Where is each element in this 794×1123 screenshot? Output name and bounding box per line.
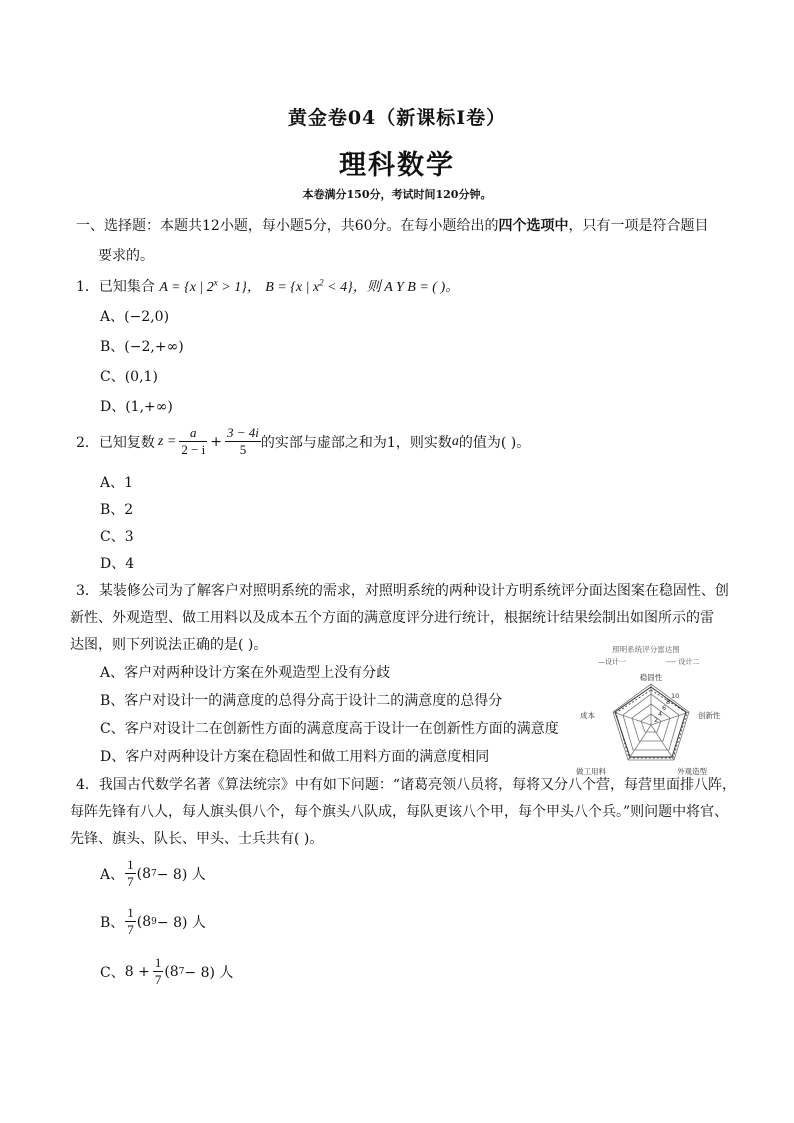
q4-stem-line2: 每阵先锋有八人，每人旗头俱八个，每个旗头八队成，每队更该八个甲，每个甲头八个兵。”则问题中将官、 [70, 804, 729, 820]
q2-plus: + [210, 433, 223, 450]
q4-option-c-label: C、 [100, 964, 125, 981]
q3-stem-line3: 达图，则下列说法正确的是( )。 [70, 637, 268, 653]
q3-option-d: D、客户对两种设计方案在稳固性和做工用料方面的满意度相同 [100, 749, 490, 765]
q1-option-b: B、(−2,+∞) [100, 339, 184, 355]
q2-z: z = [157, 433, 177, 449]
section-heading [76, 215, 709, 235]
q4-option-c [100, 955, 233, 988]
q2-stem-text: 2．已知复数 [76, 434, 155, 451]
subject-title: 理科数学 [339, 150, 455, 181]
q1-option-d: D、(1,+∞) [100, 399, 173, 415]
q1-set-a: A = {x | 2 [159, 280, 214, 295]
q4-option-a-end: − 8) 人 [156, 866, 206, 883]
q4-option-c-pre: 8 + [124, 963, 150, 980]
q1-set-b-end: < 4}，则 [323, 280, 381, 295]
radar-legend-2: ---- 设计二 [666, 658, 700, 666]
q4-option-a-label: A、 [100, 866, 125, 883]
q3-option-c: C、客户对设计二在创新性方面的满意度高于设计一在创新性方面的满意度 [100, 721, 559, 737]
q2-option-d: D、4 [100, 556, 135, 572]
q2-frac2-den: 5 [239, 442, 247, 457]
radar-tick-8: 8 [666, 698, 671, 706]
question-2-stem [76, 425, 530, 458]
exam-title: 黄金卷04（新课标Ⅰ卷） [287, 107, 507, 129]
q2-option-c: C、3 [100, 529, 134, 545]
q2-fraction-2 [225, 425, 261, 458]
q2-stem-text-3: 的值为( )。 [458, 434, 531, 451]
q4-stem-line3: 先锋、旗头、队长、甲头、士兵共有( )。 [70, 831, 324, 847]
radar-axis-stability: 稳固性 [639, 673, 663, 682]
section-heading-emphasis: 四个选项中 [498, 218, 569, 234]
radar-axis-material: 做工用料 [576, 767, 606, 776]
radar-axis-cost: 成本 [580, 711, 595, 720]
q1-set-b: B = {x | x [265, 280, 320, 295]
radar-axis-innovation: 创新性 [698, 711, 721, 720]
q4-option-c-exp: 7 [178, 966, 185, 977]
q4-option-a-exp: 7 [151, 868, 157, 879]
q3-option-b: B、客户对设计一的满意度的总得分高于设计二的满意度的总得分 [100, 693, 503, 709]
q4-option-c-expr: (8 [164, 963, 179, 980]
radar-figure [576, 642, 726, 782]
section-heading-text: 一、选择题：本题共12小题，每小题5分，共60分。在每小题给出的 [76, 218, 499, 234]
radar-axis-appearance: 外观造型 [677, 767, 707, 776]
q1-set-a-exp: x [213, 277, 218, 288]
q3-stem-line1: 3．某装修公司为了解客户对照明系统的需求，对照明系统的两种设计方明系统评分面达图案在稳固性、创 [76, 583, 729, 599]
radar-tick-6: 6 [662, 704, 667, 712]
q4-frac-den: 7 [127, 922, 134, 937]
q2-option-a: A、1 [100, 475, 134, 491]
q2-frac1-den: 2 − i [181, 442, 206, 457]
radar-tick-10: 10 [671, 692, 680, 700]
q4-frac-den: 7 [127, 874, 134, 889]
radar-chart [576, 642, 726, 782]
q1-option-c: C、(0,1) [100, 369, 158, 385]
radar-title: 照明系统评分雷达图 [612, 645, 680, 654]
section-heading-line2: 要求的。 [98, 248, 154, 264]
radar-legend-1: —设计一 [598, 658, 626, 666]
q4-frac-num: 1 [127, 905, 134, 920]
q3-option-a: A、客户对两种设计方案在外观造型上没有分歧 [100, 665, 391, 681]
q2-frac1-num: a [179, 425, 207, 442]
q4-option-a-frac [125, 857, 136, 890]
q1-set-a-end: > 1}， [217, 280, 261, 295]
q2-frac2-num: 3 − 4i [227, 425, 259, 440]
q4-option-c-end: − 8) 人 [184, 964, 234, 981]
q4-frac-num: 1 [154, 955, 162, 970]
q1-set-b-exp: 2 [319, 277, 324, 288]
q4-option-b-frac [125, 905, 136, 938]
q4-frac-den: 7 [154, 972, 162, 987]
q2-var: a [451, 433, 459, 449]
q4-option-b-label: B、 [100, 914, 125, 931]
q1-option-a: A、(−2,0) [100, 309, 170, 325]
q4-option-b [100, 905, 206, 938]
q2-option-b: B、2 [100, 502, 134, 518]
radar-tick-4: 4 [658, 710, 663, 718]
exam-note: 本卷满分150分，考试时间120分钟。 [302, 188, 492, 201]
q4-option-b-expr: (8 [136, 913, 152, 930]
q3-stem-line2: 新性、外观造型、做工用料以及成本五个方面的满意度评分进行统计，根据统计结果绘制出如图所示的雷 [70, 610, 714, 626]
q1-stem-text: 1．已知集合 [76, 279, 155, 295]
section-heading-text-2: ，只有一项是符合题目 [568, 218, 709, 234]
q4-option-a [100, 857, 206, 890]
q4-stem-line1: 4．我国古代数学名著《算法统宗》中有如下问题：“诸葛亮领八员将，每将又分八个营，每营里面排八阵， [76, 777, 737, 793]
q2-stem-text-2: 的实部与虚部之和为1，则实数 [260, 434, 452, 451]
q4-option-b-exp: 9 [151, 916, 157, 927]
q4-frac-num: 1 [127, 857, 134, 872]
radar-tick-2: 2 [654, 716, 659, 724]
q1-expression: A Y B = ( )。 [380, 280, 460, 295]
question-1-stem [76, 276, 459, 296]
q2-fraction-1 [179, 425, 207, 458]
q4-option-a-expr: (8 [136, 865, 151, 882]
q4-option-c-frac [153, 955, 164, 988]
q4-option-b-end: − 8) 人 [156, 914, 206, 931]
